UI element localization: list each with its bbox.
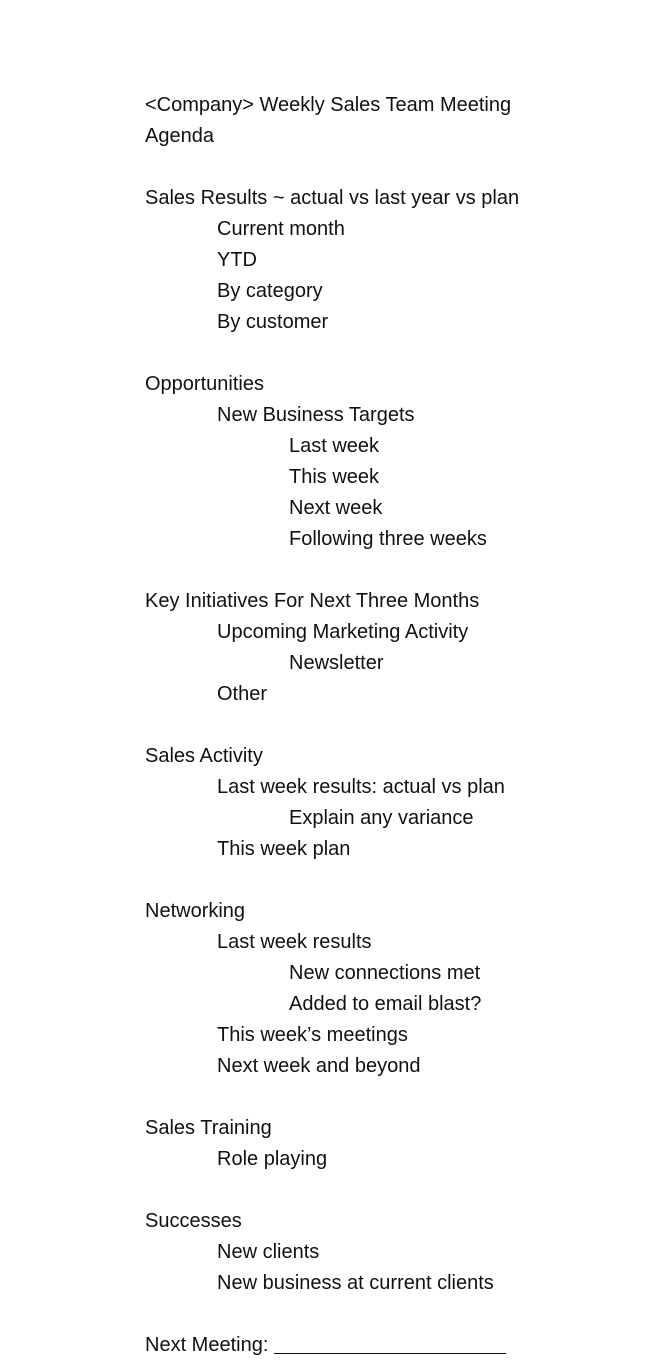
list-item: YTD [217,249,257,271]
spacer [0,152,650,183]
section-heading-successes: Successes [145,1210,242,1232]
section-heading-networking: Networking [145,900,246,922]
list-item: This week plan [217,838,351,860]
list-item: New Business Targets [217,404,415,426]
list-subitem: Newsletter [289,652,384,674]
spacer [0,865,650,896]
list-item: Other [217,683,268,705]
spacer [0,1299,650,1330]
list-subitem: Explain any variance [289,807,474,829]
section-heading-sales-training: Sales Training [145,1117,272,1139]
list-item: By category [217,280,323,302]
list-subitem: New connections met [289,962,481,984]
list-subitem: Following three weeks [289,528,487,550]
list-subitem: Added to email blast? [289,993,482,1015]
spacer [0,555,650,586]
agenda-document [0,90,650,1361]
section-heading-sales-activity: Sales Activity [145,745,263,767]
list-item: Upcoming Marketing Activity [217,621,469,643]
list-item: Current month [217,218,345,240]
list-item: Next week and beyond [217,1055,421,1077]
list-item: Role playing [217,1148,328,1170]
next-meeting-label: Next Meeting: [145,1334,269,1356]
list-item: New clients [217,1241,320,1263]
section-heading-key-initiatives: Key Initiatives For Next Three Months [145,590,480,612]
document-subtitle: Agenda [145,125,214,147]
section-heading-opportunities: Opportunities [145,373,264,395]
list-item: This week’s meetings [217,1024,408,1046]
list-subitem: Next week [289,497,383,519]
list-item: By customer [217,311,329,333]
spacer [0,710,650,741]
next-meeting-blank-line [274,1331,506,1354]
list-item: Last week results: actual vs plan [217,776,505,798]
list-item: Last week results [217,931,372,953]
document-title: <Company> Weekly Sales Team Meeting [145,94,512,116]
spacer [0,1082,650,1113]
list-item: New business at current clients [217,1272,494,1294]
list-subitem: Last week [289,435,380,457]
next-meeting-row [0,1330,650,1361]
spacer [0,1175,650,1206]
spacer [0,338,650,369]
list-subitem: This week [289,466,380,488]
section-heading-sales-results: Sales Results ~ actual vs last year vs plan [145,187,520,209]
